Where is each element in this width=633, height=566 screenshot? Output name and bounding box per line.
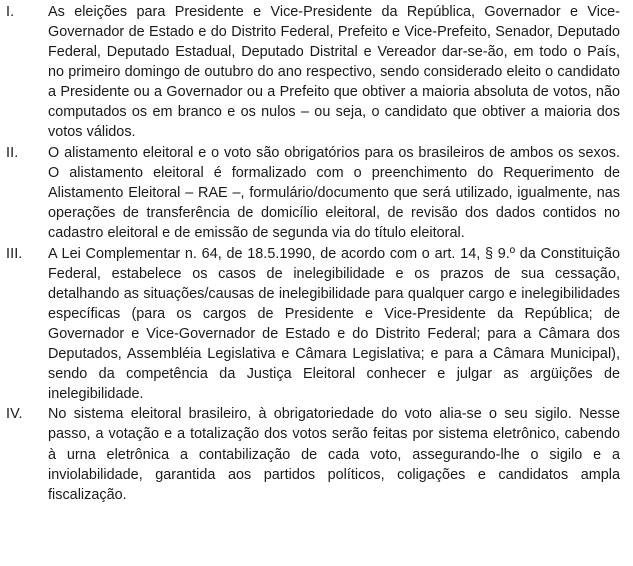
clause-marker-iii: III. — [6, 245, 23, 262]
clause-item-i — [6, 2, 620, 142]
clause-marker-ii: II. — [6, 144, 19, 161]
clause-marker-i: I. — [6, 4, 15, 20]
clause-item-ii — [6, 143, 620, 243]
clause-marker-iv: IV. — [6, 406, 23, 423]
clause-text-ii: O alistamento eleitoral e o voto são obrigatórios para os brasileiros de ambos os sexos. O alistamento eleitoral é formalizado com o preenchimento do Requerimento de Alistamento Eleitoral – RAE –, formulário/documento que será utilizado, igualmente, nas operações de transferência de domicílio eleitoral, de revisão dos dados contidos no cadastro eleitoral e de emissão de segunda via do título eleitoral. — [48, 144, 620, 242]
clause-list — [6, 2, 620, 505]
clause-text-iii: A Lei Complementar n. 64, de 18.5.1990, de acordo com o art. 14, § 9.º da Constituição Federal, estabelece os casos de inelegibilidade e os prazos de sua cessação, detalhando as situações/causas de inelegibilidade para qualquer cargo e inelegibilidades específicas (para os cargos de Presidente e Vice-Presidente da República; de Governador e Vice-Governador de Estado e do Distrito Federal; para a Câmara dos Deputados, Assembléia Legislativa e Câmara Legislativa; e para a Câmara Municipal), sendo da competência da Justiça Eleitoral conhecer e julgar as argüições de inelegibilidade. — [48, 245, 620, 402]
clause-item-iii — [6, 244, 620, 404]
clause-text-iv: No sistema eleitoral brasileiro, à obrigatoriedade do voto alia-se o seu sigilo. Nesse passo, a votação e a totalização dos votos serão feitas por sistema eletrônico, cabendo à urna eletrônica a contabilização de cada voto, assegurando-lhe o sigilo e a inviolabilidade, garantida aos partidos políticos, coligações e candidatos ampla fiscalização. — [48, 406, 620, 503]
clause-text-i: As eleições para Presidente e Vice-Presidente da República, Governador e Vice-Governador de Estado e do Distrito Federal, Prefeito e Vice-Prefeito, Senador, Deputado Federal, Deputado Estadual, Deputado Distrital e Vereador dar-se-ão, em todo o País, no primeiro domingo de outubro do ano respectivo, sendo considerado eleito o candidato a Presidente ou a Governador ou a Prefeito que obtiver a maioria absoluta de votos, não computados os em branco e os nulos – ou seja, o candidato que obtiver a maioria dos votos válidos. — [48, 4, 620, 141]
clause-item-iv — [6, 404, 620, 504]
